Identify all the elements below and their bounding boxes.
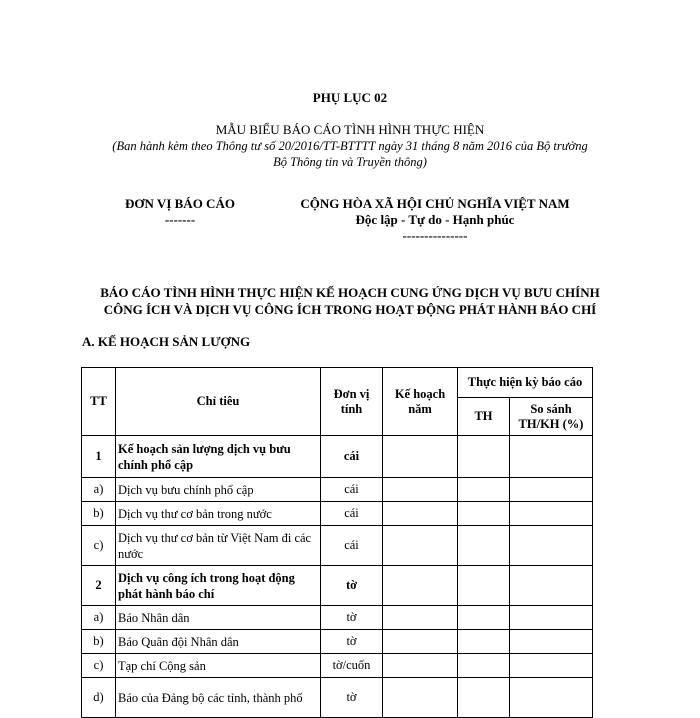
row-unit: tờ/cuốn [321,654,383,678]
row-compare-cell[interactable] [510,654,593,678]
row-plan-cell[interactable] [383,606,458,630]
country-name: CỘNG HÒA XÃ HỘI CHỦ NGHĨA VIỆT NAM [300,196,570,211]
appendix-title: PHỤ LỤC 02 [312,90,388,105]
row-compare-cell[interactable] [510,436,593,478]
row-th-cell[interactable] [458,526,510,566]
table-row [82,678,593,718]
row-th-cell[interactable] [458,654,510,678]
row-tt: c) [82,654,116,678]
row-th-cell[interactable] [458,478,510,502]
row-th-cell[interactable] [458,502,510,526]
table-row [82,630,593,654]
issue-note-line-2: Bộ Thông tin và Truyền thông) [273,155,427,169]
reporting-unit-label: ĐƠN VỊ BÁO CÁO [125,196,235,211]
row-unit: tờ [321,630,383,654]
row-tt: a) [82,606,116,630]
section-a-heading: A. KẾ HOẠCH SẢN LƯỢNG [82,334,251,349]
row-indicator: Báo Quân đội Nhân dân [116,630,321,654]
row-indicator: Tạp chí Cộng sản [116,654,321,678]
row-th-cell[interactable] [458,606,510,630]
row-tt: d) [82,678,116,718]
national-motto: Độc lập - Tự do - Hạnh phúc [355,212,515,227]
row-plan-cell[interactable] [383,502,458,526]
row-th-cell[interactable] [458,630,510,654]
header-plan-line-2: năm [408,401,432,416]
header-unit [321,368,383,436]
row-unit: tờ [321,566,383,606]
row-indicator: Kế hoạch sản lượng dịch vụ bưu chính phổ cập [116,436,321,478]
national-motto-dash: --------------- [402,228,468,243]
row-tt: a) [82,478,116,502]
row-tt: b) [82,630,116,654]
header-reporting-period: Thực hiện kỳ báo cáo [458,368,593,398]
row-plan-cell[interactable] [383,526,458,566]
row-th-cell[interactable] [458,566,510,606]
row-tt: b) [82,502,116,526]
row-indicator: Báo của Đảng bộ các tỉnh, thành phố [116,678,321,718]
table-row [82,566,593,606]
row-tt: 1 [82,436,116,478]
row-indicator: Dịch vụ bưu chính phổ cập [116,478,321,502]
row-indicator: Dịch vụ công ích trong hoạt động phát hành báo chí [116,566,321,606]
national-header-block [280,196,590,244]
table-row [82,502,593,526]
row-plan-cell[interactable] [383,566,458,606]
row-tt: 2 [82,566,116,606]
table-row [82,606,593,630]
header-unit-line-1: Đơn vị [333,386,370,401]
row-unit: tờ [321,678,383,718]
row-unit: cái [321,502,383,526]
header-annual-plan [383,368,458,436]
header-compare-line-1: So sánh [530,401,572,416]
row-compare-cell[interactable] [510,502,593,526]
report-title-line-2: CÔNG ÍCH VÀ DỊCH VỤ CÔNG ÍCH TRONG HOẠT ĐỘNG PHÁT HÀNH BÁO CHÍ [103,302,597,317]
row-indicator: Báo Nhân dân [116,606,321,630]
header-compare-line-2: TH/KH (%) [518,416,584,431]
header-tt: TT [82,368,116,436]
header-indicator: Chỉ tiêu [116,368,321,436]
row-compare-cell[interactable] [510,478,593,502]
row-compare-cell[interactable] [510,566,593,606]
row-tt: c) [82,526,116,566]
issue-note-line-1: (Ban hành kèm theo Thông tư số 20/2016/TT-BTTTT ngày 31 tháng 8 năm 2016 của Bộ trưởng [112,139,588,153]
header-comparison [510,398,593,436]
report-title-line-1: BÁO CÁO TÌNH HÌNH THỰC HIỆN KẾ HOẠCH CUNG ỨNG DỊCH VỤ BƯU CHÍNH [100,285,600,300]
row-plan-cell[interactable] [383,678,458,718]
production-plan-table [81,367,593,718]
row-compare-cell[interactable] [510,678,593,718]
row-unit: cái [321,436,383,478]
row-unit: cái [321,526,383,566]
row-indicator: Dịch vụ thư cơ bản từ Việt Nam đi các nước [116,526,321,566]
header-th: TH [458,398,510,436]
table-row [82,436,593,478]
row-th-cell[interactable] [458,678,510,718]
row-plan-cell[interactable] [383,478,458,502]
reporting-unit-block [110,196,250,228]
row-th-cell[interactable] [458,436,510,478]
row-plan-cell[interactable] [383,630,458,654]
row-indicator: Dịch vụ thư cơ bản trong nước [116,502,321,526]
form-title: MẪU BIỂU BÁO CÁO TÌNH HÌNH THỰC HIỆN [215,122,485,137]
row-compare-cell[interactable] [510,526,593,566]
row-unit: cái [321,478,383,502]
row-plan-cell[interactable] [383,436,458,478]
row-plan-cell[interactable] [383,654,458,678]
row-compare-cell[interactable] [510,630,593,654]
row-unit: tờ [321,606,383,630]
reporting-unit-dash: ------- [164,212,196,227]
table-row [82,478,593,502]
table-row [82,654,593,678]
header-unit-line-2: tính [340,401,363,416]
header-plan-line-1: Kế hoạch [394,386,446,401]
table-row [82,526,593,566]
row-compare-cell[interactable] [510,606,593,630]
